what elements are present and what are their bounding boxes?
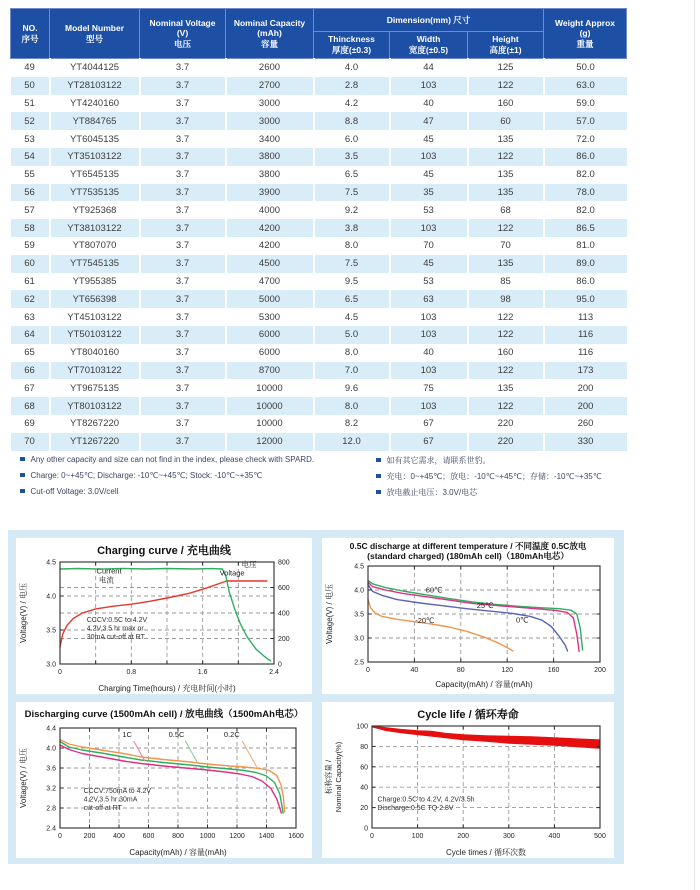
table-row: 62 YT656398 3.7 5000 6.5 63 98 95.0 [11, 290, 627, 308]
svg-text:电压: 电压 [241, 559, 257, 569]
svg-text:2.4: 2.4 [269, 669, 279, 676]
note-zh-1: 如有其它需求，请联系世豹。 [376, 455, 491, 466]
bullet-icon [376, 474, 381, 479]
note-en-2: Charge: 0~+45℃; Discharge: -10℃~+45℃; Stock: -10℃~+35℃ [20, 471, 262, 480]
table-row: 49 YT4044125 3.7 2600 4.0 44 125 50.0 [11, 59, 627, 77]
cycle-life-chart [322, 720, 614, 858]
svg-text:20: 20 [360, 805, 368, 813]
note-zh-2: 充电：0~+45℃；放电：-10℃~+45℃；存储：-10℃~+35℃ [376, 471, 602, 482]
svg-text:80: 80 [360, 743, 368, 751]
page-edge-line [694, 0, 695, 890]
svg-text:4.0: 4.0 [46, 745, 56, 753]
svg-text:1200: 1200 [229, 833, 245, 840]
svg-text:100: 100 [411, 833, 424, 840]
chart-title-discharging-curve: Discharging curve (1500mAh cell) / 放电曲线（1500mAh电芯） [24, 709, 304, 720]
table-row: 50 YT28103122 3.7 2700 2.8 103 122 63.0 [11, 77, 627, 95]
chart-panel-temp-discharge [322, 538, 614, 694]
chart-title-charging-curve: Charging curve / 充电曲线 [97, 545, 231, 557]
col-header-voltage: Nominal Voltage (V) 电压 [140, 9, 226, 59]
table-row: 69 YT8267220 3.7 10000 8.2 67 220 260 [11, 415, 627, 433]
svg-text:Charge:0.5C to 4.2V, 4.2V/3.5h: Charge:0.5C to 4.2V, 4.2V/3.5h [377, 796, 475, 804]
svg-text:200: 200 [83, 833, 96, 840]
svg-text:200: 200 [594, 667, 606, 675]
svg-text:Voltage(V) / 电压: Voltage(V) / 电压 [19, 747, 28, 809]
svg-text:160: 160 [547, 667, 560, 675]
discharging-curve-chart [16, 720, 312, 858]
table-row: 58 YT38103122 3.7 4200 3.8 103 122 86.5 [11, 219, 627, 237]
svg-text:0: 0 [366, 667, 370, 675]
table-row: 59 YT807070 3.7 4200 8.0 70 70 81.0 [11, 237, 627, 255]
table-row: 52 YT884765 3.7 3000 8.8 47 60 57.0 [11, 112, 627, 130]
col-header-model: Model Number 型号 [50, 9, 140, 59]
svg-text:3.0: 3.0 [46, 661, 56, 669]
svg-text:Voltage: Voltage [219, 568, 245, 578]
chart-subtitle-temp-discharge: (standard charged) (180mAh cell)（180mAh电芯） [367, 551, 569, 562]
chart-panel-charging-curve [16, 538, 312, 694]
svg-text:cut-off at RT: cut-off at RT [83, 805, 122, 812]
bullet-icon [376, 458, 381, 463]
svg-text:3.2: 3.2 [46, 785, 56, 793]
svg-text:Capacity(mAh) / 容量(mAh): Capacity(mAh) / 容量(mAh) [129, 848, 227, 857]
table-row: 60 YT7545135 3.7 4500 7.5 45 135 89.0 [11, 255, 627, 273]
table-row: 68 YT80103122 3.7 10000 8.0 103 122 200 [11, 397, 627, 415]
col-header-no: NO. 序号 [11, 9, 50, 59]
table-row: 70 YT1267220 3.7 12000 12.0 67 220 330 [11, 433, 627, 451]
svg-text:1400: 1400 [258, 833, 275, 840]
svg-text:400: 400 [548, 833, 561, 840]
table-row: 56 YT7535135 3.7 3900 7.5 35 135 78.0 [11, 184, 627, 202]
note-en-1: Any other capacity and size can not find in the index, please check with SPARD. [20, 455, 314, 464]
svg-text:600: 600 [142, 833, 155, 840]
svg-text:1000: 1000 [199, 833, 216, 840]
svg-text:4.0: 4.0 [354, 587, 364, 595]
svg-text:80: 80 [456, 667, 465, 675]
col-header-weight: Weight Approx (g) 重量 [544, 9, 627, 59]
svg-text:CCCV:750mA to 4.2V: CCCV:750mA to 4.2V [83, 788, 152, 795]
chart-panel-discharging-curve [16, 702, 312, 858]
svg-text:-20℃: -20℃ [415, 616, 435, 626]
svg-text:3.5: 3.5 [46, 627, 56, 635]
svg-text:40: 40 [410, 667, 419, 675]
svg-text:Voltage(V) / 电压: Voltage(V) / 电压 [19, 582, 28, 644]
svg-text:4.4: 4.4 [46, 725, 56, 733]
svg-text:Current: Current [96, 566, 122, 576]
svg-text:2.8: 2.8 [46, 805, 56, 813]
table-row: 64 YT50103122 3.7 6000 5.0 103 122 116 [11, 326, 627, 344]
svg-text:Nominal Capacity(%): Nominal Capacity(%) [334, 741, 343, 813]
svg-text:1600: 1600 [288, 833, 304, 840]
svg-text:4.5: 4.5 [46, 559, 56, 567]
col-header-thickness: Thinckness 厚度(±0.3) [314, 32, 390, 59]
table-row: 54 YT35103122 3.7 3800 3.5 103 122 86.0 [11, 148, 627, 166]
svg-text:4.2V,3.5 hr max or: 4.2V,3.5 hr max or [86, 625, 144, 633]
svg-text:Discharge:0.5C TQ 2.8V: Discharge:0.5C TQ 2.8V [377, 804, 454, 812]
svg-text:Cycle times / 循环次数: Cycle times / 循环次数 [445, 848, 527, 857]
svg-text:400: 400 [113, 833, 125, 840]
svg-text:500: 500 [594, 833, 606, 840]
table-row: 53 YT6045135 3.7 3400 6.0 45 135 72.0 [11, 130, 627, 148]
battery-spec-table [10, 8, 627, 451]
col-header-height: Height 高度(±1) [468, 32, 544, 59]
svg-text:标称容量 /: 标称容量 / [324, 759, 333, 795]
svg-text:CCCV:0.5C to 4.2V: CCCV:0.5C to 4.2V [86, 616, 148, 624]
svg-text:200: 200 [457, 833, 470, 840]
charts-section [8, 530, 624, 864]
table-row: 57 YT925368 3.7 4000 9.2 53 68 82.0 [11, 201, 627, 219]
svg-text:0.5C: 0.5C [168, 730, 185, 739]
svg-text:3.0: 3.0 [354, 635, 364, 643]
svg-text:0: 0 [364, 825, 368, 833]
svg-text:Capacity(mAh) / 容量(mAh): Capacity(mAh) / 容量(mAh) [435, 680, 533, 690]
col-header-width: Width 宽度(±0.5) [390, 32, 468, 59]
svg-text:0: 0 [58, 833, 62, 840]
svg-text:4.0: 4.0 [46, 593, 56, 601]
bullet-icon [20, 489, 25, 494]
col-header-dimension: Dimension(mm) 尺寸 [314, 9, 544, 32]
table-row: 51 YT4240160 3.7 3000 4.2 40 160 59.0 [11, 95, 627, 113]
col-header-capacity: Nominal Capacity (mAh) 容量 [226, 9, 314, 59]
svg-text:1C: 1C [122, 730, 132, 739]
bullet-icon [20, 473, 25, 478]
svg-text:0: 0 [370, 833, 374, 840]
table-row: 67 YT9675135 3.7 10000 9.6 75 135 200 [11, 379, 627, 397]
svg-text:电流: 电流 [98, 575, 114, 585]
svg-text:100: 100 [356, 723, 368, 731]
svg-text:3.5: 3.5 [354, 611, 364, 619]
svg-text:30mA cut-off at RT: 30mA cut-off at RT [86, 633, 145, 641]
table-row: 66 YT70103122 3.7 8700 7.0 103 122 173 [11, 362, 627, 380]
svg-text:60℃: 60℃ [425, 585, 443, 595]
svg-text:0: 0 [278, 661, 282, 669]
svg-text:300: 300 [502, 833, 515, 840]
svg-text:1.6: 1.6 [197, 669, 208, 676]
table-row: 65 YT8040160 3.7 6000 8.0 40 160 116 [11, 344, 627, 362]
svg-text:120: 120 [501, 667, 514, 675]
temp-discharge-chart [322, 561, 614, 690]
chart-title-cycle-life: Cycle life / 循环寿命 [417, 709, 519, 721]
bullet-icon [376, 490, 381, 495]
svg-text:0: 0 [58, 669, 62, 676]
svg-text:25℃: 25℃ [476, 601, 494, 611]
table-row: 61 YT955385 3.7 4700 9.5 53 85 86.0 [11, 273, 627, 291]
table-row: 63 YT45103122 3.7 5300 4.5 103 122 113 [11, 308, 627, 326]
svg-text:4.2V,3.5 hr 30mA: 4.2V,3.5 hr 30mA [83, 796, 138, 804]
svg-text:2.5: 2.5 [354, 659, 364, 667]
svg-text:2.4: 2.4 [46, 825, 56, 833]
svg-text:400: 400 [278, 610, 290, 618]
svg-text:60: 60 [360, 764, 368, 772]
svg-text:800: 800 [278, 559, 290, 567]
charging-curve-chart [16, 556, 312, 694]
table-header [11, 9, 627, 59]
table-row: 55 YT6545135 3.7 3800 6.5 45 135 82.0 [11, 166, 627, 184]
svg-text:0.2C: 0.2C [223, 730, 240, 739]
note-zh-3: 放电截止电压：3.0V/电芯 [376, 487, 477, 498]
svg-text:Charging Time(hours) / 充电时间(小时: Charging Time(hours) / 充电时间(小时) [98, 684, 236, 693]
svg-text:Voltage(V) / 电压: Voltage(V) / 电压 [325, 584, 334, 645]
svg-text:40: 40 [360, 784, 368, 792]
note-en-3: Cut-off Voltage: 3.0V/cell [20, 487, 118, 496]
svg-text:600: 600 [278, 585, 290, 592]
svg-text:3.6: 3.6 [46, 765, 56, 773]
svg-text:4.5: 4.5 [354, 563, 364, 571]
svg-text:0℃: 0℃ [515, 616, 529, 626]
svg-text:200: 200 [278, 636, 290, 643]
chart-title-temp-discharge: 0.5C discharge at different temperature / 不同温度 0.5C放电 [349, 541, 587, 551]
svg-text:800: 800 [172, 833, 184, 840]
svg-text:0.8: 0.8 [126, 669, 137, 676]
chart-panel-cycle-life [322, 702, 614, 858]
bullet-icon [20, 457, 25, 462]
